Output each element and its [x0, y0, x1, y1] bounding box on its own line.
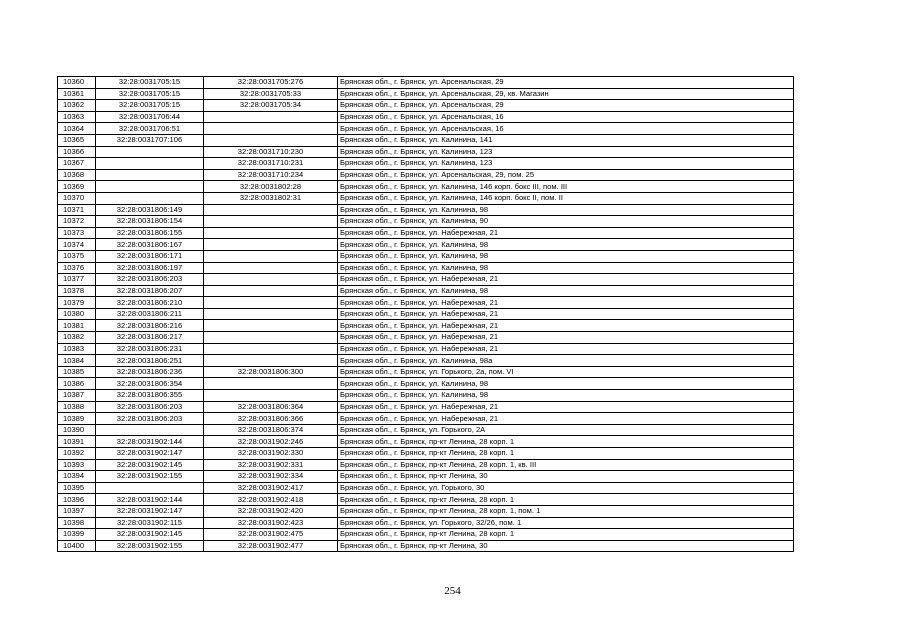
related-cadastral-number-cell: 32:28:0031806:364 [204, 401, 338, 413]
table-row [58, 308, 794, 320]
table-row [58, 77, 794, 89]
related-cadastral-number-cell [204, 134, 338, 146]
related-cadastral-number-cell [204, 239, 338, 251]
address-cell: Брянская обл., г. Брянск, ул. Набережная, 21 [338, 401, 794, 413]
cadastral-number-cell: 32:28:0031902:145 [96, 529, 204, 541]
address-cell: Брянская обл., г. Брянск, пр-кт Ленина, 28 корп. 1 [338, 436, 794, 448]
address-cell: Брянская обл., г. Брянск, ул. Горького, 30 [338, 482, 794, 494]
related-cadastral-number-cell: 32:28:0031802:31 [204, 192, 338, 204]
row-number-cell: 10373 [58, 227, 96, 239]
row-number-cell: 10389 [58, 413, 96, 425]
row-number-cell: 10400 [58, 540, 96, 552]
cadastral-number-cell: 32:28:0031902:147 [96, 505, 204, 517]
row-number-cell: 10387 [58, 390, 96, 402]
table-row [58, 146, 794, 158]
related-cadastral-number-cell [204, 274, 338, 286]
table-row [58, 378, 794, 390]
related-cadastral-number-cell: 32:28:0031806:366 [204, 413, 338, 425]
table-row [58, 343, 794, 355]
related-cadastral-number-cell: 32:28:0031902:334 [204, 471, 338, 483]
address-cell: Брянская обл., г. Брянск, ул. Калинина, 98 [338, 262, 794, 274]
cadastral-number-cell [96, 146, 204, 158]
cadastral-number-cell: 32:28:0031806:354 [96, 378, 204, 390]
row-number-cell: 10394 [58, 471, 96, 483]
row-number-cell: 10379 [58, 297, 96, 309]
address-cell: Брянская обл., г. Брянск, ул. Горького, 32/26, пом. 1 [338, 517, 794, 529]
row-number-cell: 10367 [58, 158, 96, 170]
cadastral-number-cell: 32:28:0031806:251 [96, 355, 204, 367]
related-cadastral-number-cell [204, 216, 338, 228]
table-row [58, 424, 794, 436]
row-number-cell: 10391 [58, 436, 96, 448]
related-cadastral-number-cell: 32:28:0031902:330 [204, 448, 338, 460]
table-row [58, 448, 794, 460]
cadastral-number-cell: 32:28:0031806:231 [96, 343, 204, 355]
row-number-cell: 10390 [58, 424, 96, 436]
cadastral-number-cell: 32:28:0031902:147 [96, 448, 204, 460]
address-cell: Брянская обл., г. Брянск, ул. Калинина, 98а [338, 355, 794, 367]
cadastral-number-cell: 32:28:0031705:15 [96, 88, 204, 100]
table-row [58, 459, 794, 471]
related-cadastral-number-cell [204, 285, 338, 297]
address-cell: Брянская обл., г. Брянск, пр-кт Ленина, 28 корп. 1 [338, 494, 794, 506]
table-row [58, 529, 794, 541]
related-cadastral-number-cell: 32:28:0031705:34 [204, 100, 338, 112]
address-cell: Брянская обл., г. Брянск, ул. Калинина, 146 корп. бокс III, пом. III [338, 181, 794, 193]
address-cell: Брянская обл., г. Брянск, ул. Арсенальская, 16 [338, 111, 794, 123]
row-number-cell: 10388 [58, 401, 96, 413]
related-cadastral-number-cell: 32:28:0031902:418 [204, 494, 338, 506]
cadastral-number-cell: 32:28:0031806:167 [96, 239, 204, 251]
table-row [58, 436, 794, 448]
row-number-cell: 10364 [58, 123, 96, 135]
table-row [58, 134, 794, 146]
table-row [58, 88, 794, 100]
table-row [58, 401, 794, 413]
address-cell: Брянская обл., г. Брянск, ул. Набережная, 21 [338, 413, 794, 425]
row-number-cell: 10376 [58, 262, 96, 274]
related-cadastral-number-cell [204, 378, 338, 390]
address-cell: Брянская обл., г. Брянск, ул. Набережная, 21 [338, 227, 794, 239]
address-cell: Брянская обл., г. Брянск, ул. Арсенальская, 29, кв. Магазин [338, 88, 794, 100]
cadastral-number-cell: 32:28:0031806:355 [96, 390, 204, 402]
cadastral-number-cell [96, 158, 204, 170]
row-number-cell: 10381 [58, 320, 96, 332]
address-cell: Брянская обл., г. Брянск, ул. Арсенальская, 29 [338, 77, 794, 89]
address-cell: Брянская обл., г. Брянск, ул. Калинина, 141 [338, 134, 794, 146]
row-number-cell: 10399 [58, 529, 96, 541]
row-number-cell: 10366 [58, 146, 96, 158]
cadastral-number-cell: 32:28:0031902:144 [96, 436, 204, 448]
row-number-cell: 10383 [58, 343, 96, 355]
related-cadastral-number-cell: 32:28:0031902:417 [204, 482, 338, 494]
related-cadastral-number-cell: 32:28:0031705:276 [204, 77, 338, 89]
row-number-cell: 10365 [58, 134, 96, 146]
cadastral-number-cell [96, 169, 204, 181]
row-number-cell: 10384 [58, 355, 96, 367]
cadastral-number-cell: 32:28:0031705:15 [96, 100, 204, 112]
row-number-cell: 10370 [58, 192, 96, 204]
address-cell: Брянская обл., г. Брянск, ул. Калинина, 98 [338, 378, 794, 390]
related-cadastral-number-cell [204, 204, 338, 216]
related-cadastral-number-cell [204, 320, 338, 332]
table-row [58, 471, 794, 483]
row-number-cell: 10368 [58, 169, 96, 181]
cadastral-number-cell: 32:28:0031902:155 [96, 471, 204, 483]
cadastral-number-cell: 32:28:0031806:236 [96, 366, 204, 378]
address-cell: Брянская обл., г. Брянск, ул. Калинина, 98 [338, 239, 794, 251]
cadastral-number-cell [96, 424, 204, 436]
cadastral-number-cell: 32:28:0031806:203 [96, 274, 204, 286]
table-row [58, 204, 794, 216]
cadastral-number-cell: 32:28:0031806:211 [96, 308, 204, 320]
row-number-cell: 10393 [58, 459, 96, 471]
cadastral-number-cell [96, 482, 204, 494]
row-number-cell: 10362 [58, 100, 96, 112]
address-cell: Брянская обл., г. Брянск, ул. Горького, 2А [338, 424, 794, 436]
table-row [58, 262, 794, 274]
table-row [58, 366, 794, 378]
cadastral-number-cell: 32:28:0031806:203 [96, 413, 204, 425]
cadastral-number-cell: 32:28:0031806:171 [96, 250, 204, 262]
cadastral-number-cell: 32:28:0031707:106 [96, 134, 204, 146]
row-number-cell: 10378 [58, 285, 96, 297]
cadastral-number-cell: 32:28:0031806:203 [96, 401, 204, 413]
table-row [58, 250, 794, 262]
address-cell: Брянская обл., г. Брянск, пр-кт Ленина, 28 корп. 1 [338, 448, 794, 460]
related-cadastral-number-cell: 32:28:0031902:477 [204, 540, 338, 552]
address-cell: Брянская обл., г. Брянск, ул. Горького, 2а, пом. VI [338, 366, 794, 378]
address-cell: Брянская обл., г. Брянск, ул. Набережная, 21 [338, 308, 794, 320]
table-row [58, 320, 794, 332]
row-number-cell: 10363 [58, 111, 96, 123]
row-number-cell: 10369 [58, 181, 96, 193]
address-cell: Брянская обл., г. Брянск, ул. Арсенальская, 29 [338, 100, 794, 112]
cadastral-number-cell: 32:28:0031902:115 [96, 517, 204, 529]
row-number-cell: 10386 [58, 378, 96, 390]
cadastral-number-cell: 32:28:0031902:144 [96, 494, 204, 506]
address-cell: Брянская обл., г. Брянск, пр-кт Ленина, 30 [338, 540, 794, 552]
address-cell: Брянская обл., г. Брянск, ул. Набережная, 21 [338, 274, 794, 286]
table-row [58, 482, 794, 494]
address-cell: Брянская обл., г. Брянск, ул. Калинина, 123 [338, 158, 794, 170]
row-number-cell: 10360 [58, 77, 96, 89]
row-number-cell: 10382 [58, 332, 96, 344]
cadastral-number-cell: 32:28:0031705:15 [96, 77, 204, 89]
address-cell: Брянская обл., г. Брянск, ул. Набережная, 21 [338, 332, 794, 344]
related-cadastral-number-cell [204, 250, 338, 262]
cadastral-number-cell: 32:28:0031806:217 [96, 332, 204, 344]
related-cadastral-number-cell [204, 390, 338, 402]
cadastral-number-cell: 32:28:0031902:155 [96, 540, 204, 552]
table-row [58, 123, 794, 135]
related-cadastral-number-cell: 32:28:0031902:423 [204, 517, 338, 529]
related-cadastral-number-cell: 32:28:0031710:234 [204, 169, 338, 181]
row-number-cell: 10395 [58, 482, 96, 494]
table-row [58, 413, 794, 425]
row-number-cell: 10372 [58, 216, 96, 228]
table-body [58, 77, 794, 552]
related-cadastral-number-cell: 32:28:0031710:230 [204, 146, 338, 158]
row-number-cell: 10385 [58, 366, 96, 378]
related-cadastral-number-cell [204, 227, 338, 239]
cadastral-number-cell: 32:28:0031806:207 [96, 285, 204, 297]
cadastral-number-cell: 32:28:0031902:145 [96, 459, 204, 471]
cadastral-number-cell: 32:28:0031806:197 [96, 262, 204, 274]
row-number-cell: 10396 [58, 494, 96, 506]
table-row [58, 355, 794, 367]
related-cadastral-number-cell: 32:28:0031902:331 [204, 459, 338, 471]
table-row [58, 274, 794, 286]
address-cell: Брянская обл., г. Брянск, ул. Калинина, 98 [338, 204, 794, 216]
address-cell: Брянская обл., г. Брянск, ул. Калинина, 98 [338, 390, 794, 402]
table-row [58, 111, 794, 123]
cadastral-number-cell: 32:28:0031806:149 [96, 204, 204, 216]
row-number-cell: 10377 [58, 274, 96, 286]
cadastral-number-cell: 32:28:0031806:216 [96, 320, 204, 332]
address-cell: Брянская обл., г. Брянск, ул. Калинина, 98 [338, 250, 794, 262]
address-cell: Брянская обл., г. Брянск, ул. Калинина, 123 [338, 146, 794, 158]
cadastral-number-cell [96, 192, 204, 204]
cadastral-number-cell: 32:28:0031806:154 [96, 216, 204, 228]
address-cell: Брянская обл., г. Брянск, ул. Набережная, 21 [338, 343, 794, 355]
related-cadastral-number-cell [204, 332, 338, 344]
table-row [58, 192, 794, 204]
address-cell: Брянская обл., г. Брянск, ул. Калинина, 98 [338, 285, 794, 297]
row-number-cell: 10374 [58, 239, 96, 251]
table-row [58, 239, 794, 251]
address-cell: Брянская обл., г. Брянск, ул. Калинина, 146 корп. бокс II, пом. II [338, 192, 794, 204]
table-row [58, 169, 794, 181]
row-number-cell: 10380 [58, 308, 96, 320]
related-cadastral-number-cell [204, 297, 338, 309]
related-cadastral-number-cell: 32:28:0031802:28 [204, 181, 338, 193]
cadastral-number-cell: 32:28:0031806:155 [96, 227, 204, 239]
table-row [58, 181, 794, 193]
related-cadastral-number-cell: 32:28:0031902:246 [204, 436, 338, 448]
address-cell: Брянская обл., г. Брянск, пр-кт Ленина, 28 корп. 1 [338, 529, 794, 541]
address-cell: Брянская обл., г. Брянск, ул. Набережная, 21 [338, 297, 794, 309]
row-number-cell: 10375 [58, 250, 96, 262]
table-row [58, 517, 794, 529]
table-row [58, 297, 794, 309]
table-row [58, 285, 794, 297]
page-number: 254 [444, 585, 461, 597]
related-cadastral-number-cell: 32:28:0031705:33 [204, 88, 338, 100]
row-number-cell: 10397 [58, 505, 96, 517]
related-cadastral-number-cell [204, 343, 338, 355]
related-cadastral-number-cell: 32:28:0031710:231 [204, 158, 338, 170]
related-cadastral-number-cell: 32:28:0031902:420 [204, 505, 338, 517]
cadastral-number-cell [96, 181, 204, 193]
related-cadastral-number-cell [204, 355, 338, 367]
address-cell: Брянская обл., г. Брянск, ул. Арсенальская, 16 [338, 123, 794, 135]
related-cadastral-number-cell [204, 123, 338, 135]
table-row [58, 216, 794, 228]
table-row [58, 158, 794, 170]
address-cell: Брянская обл., г. Брянск, пр-кт Ленина, 28 корп. 1, кв. III [338, 459, 794, 471]
table-row [58, 100, 794, 112]
address-cell: Брянская обл., г. Брянск, ул. Набережная, 21 [338, 320, 794, 332]
related-cadastral-number-cell [204, 262, 338, 274]
cadastral-number-cell: 32:28:0031706:44 [96, 111, 204, 123]
address-cell: Брянская обл., г. Брянск, ул. Калинина, 90 [338, 216, 794, 228]
related-cadastral-number-cell [204, 111, 338, 123]
table-row [58, 227, 794, 239]
cadastral-number-cell: 32:28:0031706:51 [96, 123, 204, 135]
related-cadastral-number-cell: 32:28:0031902:475 [204, 529, 338, 541]
table-row [58, 494, 794, 506]
table-row [58, 505, 794, 517]
row-number-cell: 10371 [58, 204, 96, 216]
related-cadastral-number-cell: 32:28:0031806:300 [204, 366, 338, 378]
row-number-cell: 10398 [58, 517, 96, 529]
table-row [58, 540, 794, 552]
row-number-cell: 10392 [58, 448, 96, 460]
address-cell: Брянская обл., г. Брянск, ул. Арсенальская, 29, пом. 25 [338, 169, 794, 181]
cadastral-table [57, 76, 794, 552]
cadastral-number-cell: 32:28:0031806:210 [96, 297, 204, 309]
address-cell: Брянская обл., г. Брянск, пр-кт Ленина, 30 [338, 471, 794, 483]
row-number-cell: 10361 [58, 88, 96, 100]
table-row [58, 332, 794, 344]
address-cell: Брянская обл., г. Брянск, пр-кт Ленина, 28 корп. 1, пом. 1 [338, 505, 794, 517]
related-cadastral-number-cell: 32:28:0031806:374 [204, 424, 338, 436]
table-row [58, 390, 794, 402]
related-cadastral-number-cell [204, 308, 338, 320]
